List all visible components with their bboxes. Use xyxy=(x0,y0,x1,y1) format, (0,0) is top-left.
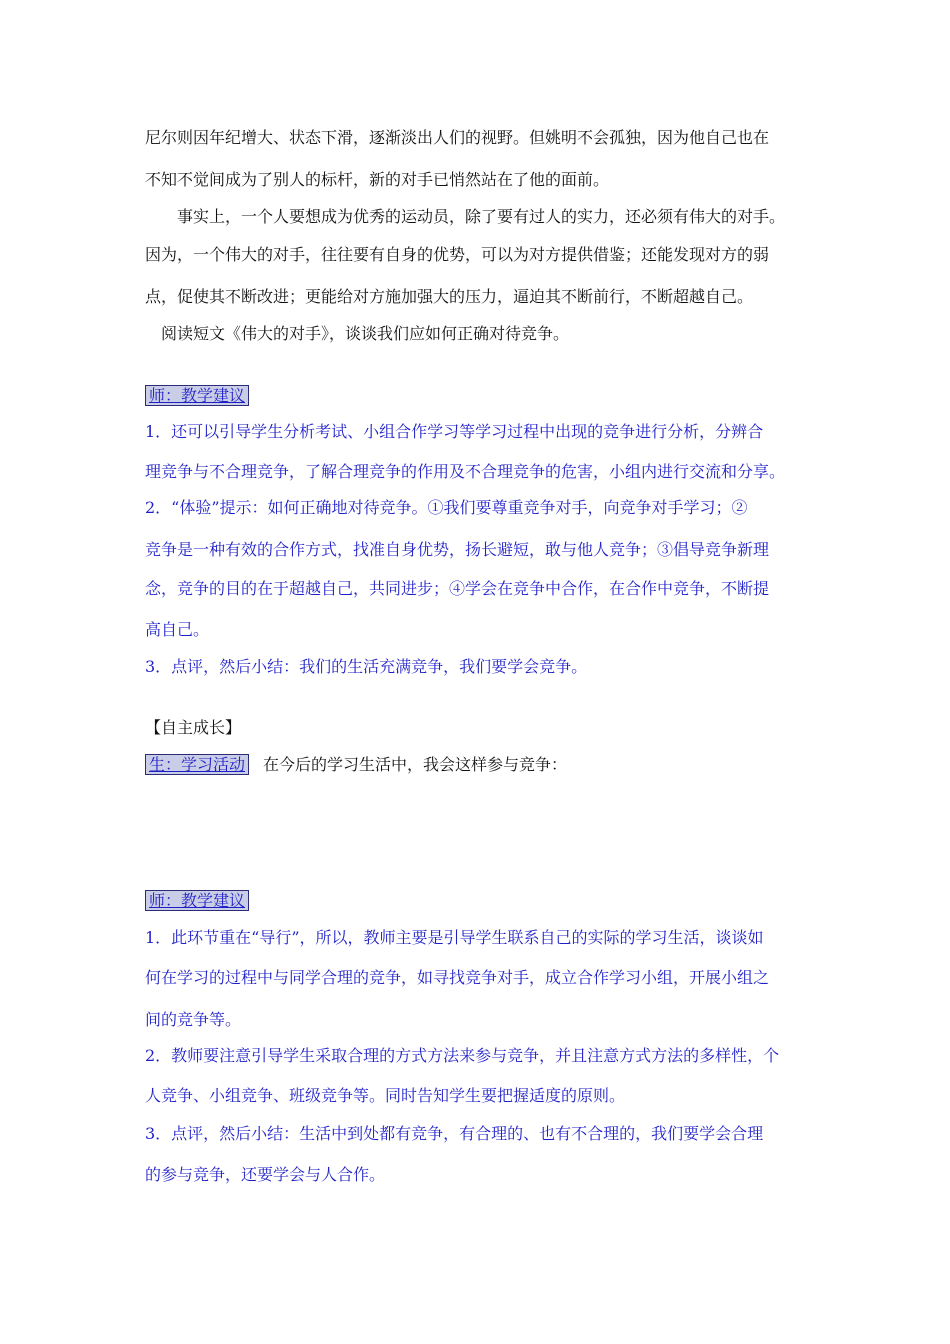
body-text-line: 尼尔则因年纪增大、状态下滑，逐渐淡出人们的视野。但姚明不会孤独，因为他自己也在 xyxy=(145,128,770,147)
suggestion-line: 竞争是一种有效的合作方式，找准自身优势，扬长避短，敢与他人竞争；③倡导竞争新理 xyxy=(145,540,770,559)
suggestion-line: 的参与竞争，还要学会与人合作。 xyxy=(145,1165,386,1184)
suggestion-line: 人竞争、小组竞争、班级竞争等。同时告知学生要把握适度的原则。 xyxy=(145,1086,626,1105)
suggestion-line: 2．教师要注意引导学生采取合理的方式方法来参与竞争，并且注意方式方法的多样性，个 xyxy=(145,1046,780,1065)
body-text-line: 点，促使其不断改进；更能给对方施加强大的压力，逼迫其不断前行，不断超越自己。 xyxy=(145,287,754,306)
teacher-suggestion-heading xyxy=(145,890,249,911)
suggestion-line: 间的竞争等。 xyxy=(145,1010,242,1029)
suggestion-line: 何在学习的过程中与同学合理的竞争，如寻找竞争对手，成立合作学习小组，开展小组之 xyxy=(145,968,770,987)
student-prompt: 在今后的学习生活中，我会这样参与竞争： xyxy=(263,755,568,774)
teacher-label: 师：教学建议 xyxy=(145,385,249,406)
suggestion-line: 理竞争与不合理竞争，了解合理竞争的作用及不合理竞争的危害，小组内进行交流和分享。 xyxy=(145,462,786,481)
suggestion-line: 3．点评，然后小结：我们的生活充满竞争，我们要学会竞争。 xyxy=(145,657,588,676)
section-heading: 【自主成长】 xyxy=(145,718,242,737)
teacher-label: 师：教学建议 xyxy=(145,890,249,911)
suggestion-line: 念，竞争的目的在于超越自己，共同进步；④学会在竞争中合作，在合作中竞争，不断提 xyxy=(145,579,770,598)
suggestion-line: 1．还可以引导学生分析考试、小组合作学习等学习过程中出现的竞争进行分析，分辨合 xyxy=(145,422,764,441)
student-activity xyxy=(145,754,567,775)
suggestion-line: 1．此环节重在“导行”，所以，教师主要是引导学生联系自己的实际的学习生活，谈谈如 xyxy=(145,928,764,947)
body-text-line: 因为，一个伟大的对手，往往要有自身的优势，可以为对方提供借鉴；还能发现对方的弱 xyxy=(145,245,770,264)
suggestion-line: 3．点评，然后小结：生活中到处都有竞争，有合理的、也有不合理的，我们要学会合理 xyxy=(145,1124,764,1143)
body-text-line: 不知不觉间成为了别人的标杆，新的对手已悄然站在了他的面前。 xyxy=(145,170,610,189)
reading-question: 阅读短文《伟大的对手》，谈谈我们应如何正确对待竞争。 xyxy=(145,324,570,343)
teacher-suggestion-heading xyxy=(145,385,249,406)
body-text-line: 事实上，一个人要想成为优秀的运动员，除了要有过人的实力，还必须有伟大的对手。 xyxy=(145,207,786,226)
suggestion-line: 2．“体验”提示：如何正确地对待竞争。①我们要尊重竞争对手，向竞争对手学习；② xyxy=(145,498,748,517)
student-label: 生：学习活动 xyxy=(145,754,249,775)
suggestion-line: 高自己。 xyxy=(145,620,210,639)
